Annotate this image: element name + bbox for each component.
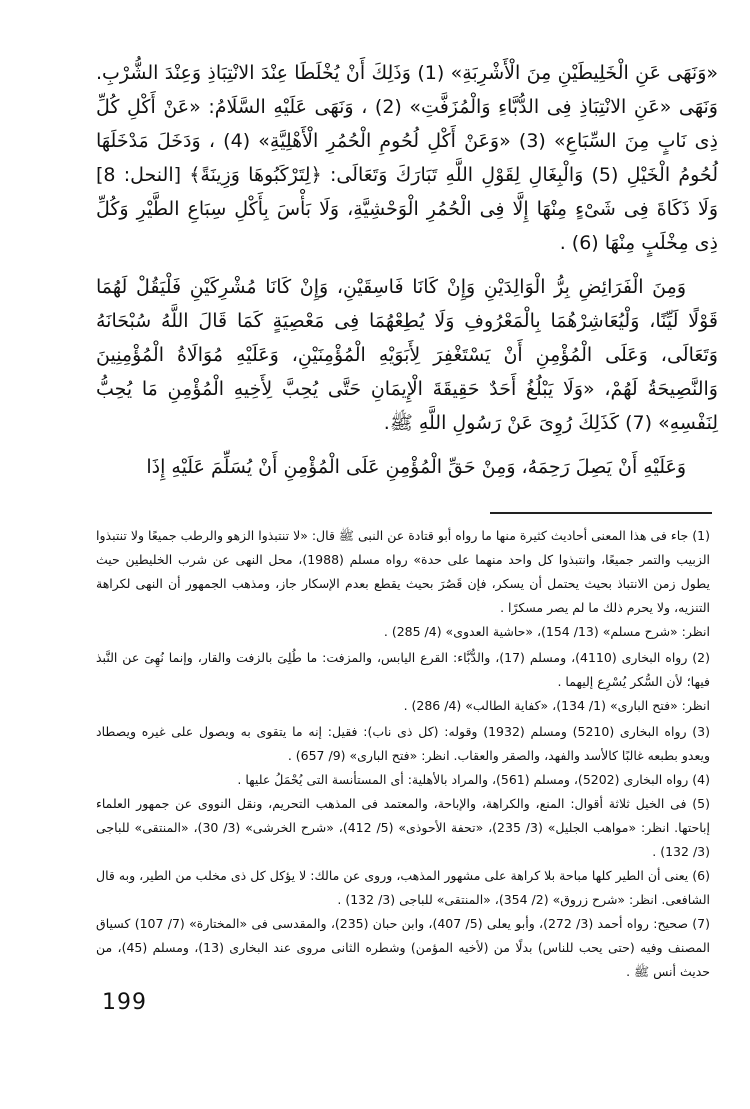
footnote-7: (7) صحيح: رواه أحمد (3/ 272)، وأبو يعلى (5/ 407)، وابن حبان (235)، والمقدسى فى «المختارة» (7/ 107) كسياق المصنف وفيه (حتى يحب للناس) بدلًا من (لأخيه المؤمن) وشطره الثانى مروى عند البخارى (13)، ومسلم (45)، من حديث أنس ﷺ . — [96, 916, 711, 979]
main-paragraph-3: وَعَلَيْهِ أَنْ يَصِلَ رَحِمَهُ، وَمِنْ حَقِّ الْمُؤْمِنِ عَلَى الْمُؤْمِنِ أَنْ يُسَلِّمَ عَلَيْهِ إِذَا — [146, 456, 686, 478]
footnotes — [96, 524, 710, 984]
footnote-4: (4) رواه البخارى (5202)، ومسلم (561)، والمراد بالأهلية: أى المستأنسة التى يُحْمَلُ عليها . — [237, 772, 710, 787]
page-number: 199 — [102, 990, 147, 1015]
footnote-2-source: انظر: «فتح البارى» (1/ 134)، «كفاية الطالب» (4/ 286) . — [403, 698, 710, 713]
footnote-1-source: انظر: «شرح مسلم» (13/ 154)، «حاشية العدوى» (4/ 285) . — [383, 624, 710, 639]
footnote-1: (1) جاء فى هذا المعنى أحاديث كثيرة منها ما رواه أبو قتادة عن النبى ﷺ قال: «لا تنتبذوا الزهو والرطب جميعًا ولا تنتبذوا الزبيب والتمر جميعًا، وانتبذوا كل واحد منهما على حدة» رواه مسلم (1988)، محل النهى عن شرب الخليطين حيث يطول زمن الانتباذ بحيث يحتمل أن يسكر، فإن قَصُرَ بحيث يقطع بعدم الإسكار جاز، ومذهب الجمهور أن النهى لكراهة التنزيه، ولا يحرم ذلك ما لم يصر مسكرًا . — [96, 528, 710, 615]
footnote-6: (6) يعنى أن الطير كلها مباحة بلا كراهة على مشهور المذهب، وروى عن مالك: لا يؤكل كل ذى مخلب من الطير، وبه قال الشافعى. انظر: «شرح زروق» (2/ 354)، «المنتقى» للباجى (3/ 132) . — [96, 868, 710, 907]
footnote-5: (5) فى الخيل ثلاثة أقوال: المنع، والكراهة، والإباحة، والمعتمد فى المذهب التحريم، ونقل النووى عن جمهور العلماء إباحتها. انظر: «مواهب الجليل» (3/ 235)، «تحفة الأحوذى» (5/ 412)، «شرح الخرشى» (3/ 30)، «المنتقى» للباجى (3/ 132) . — [96, 796, 710, 859]
main-text — [96, 56, 718, 494]
footnote-separator — [490, 512, 712, 514]
main-paragraph-1: «وَنَهَى عَنِ الْخَلِيطَيْنِ مِنَ الْأَشْرِبَةِ» (1) وَذَلِكَ أَنْ يُخْلَطَا عِنْدَ الانْتِبَاذِ وَعِنْدَ الشُّرْبِ. وَنَهَى «عَنِ الانْتِبَاذِ فِى الدُّبَّاءِ وَالْمُزَفَّتِ» (2) ، وَنَهَى عَلَيْهِ السَّلَامُ: «عَنْ أَكْلِ كُلِّ ذِى نَابٍ مِنَ السِّبَاعِ» (3) «وَعَنْ أَكْلِ لُحُومِ الْحُمُرِ الْأَهْلِيَّةِ» (4) ، وَدَخَلَ مَدْخَلَهَا لُحُومُ الْخَيْلِ (5) وَالْبِغَالِ لِقَوْلِ اللَّهِ تَبَارَكَ وَتَعَالَى: ﴿لِتَرْكَبُوهَا وَزِينَةً﴾ [النحل: 8] وَلَا ذَكَاةَ فِى شَىْءٍ مِنْهَا إِلَّا فِى الْحُمُرِ الْوَحْشِيَّةِ، وَلَا بَأْسَ بِأَكْلِ سِبَاعِ الطَّيْرِ وَكُلِّ ذِى مِخْلَبٍ مِنْهَا (6) . — [96, 62, 718, 254]
footnote-3: (3) رواه البخارى (5210) ومسلم (1932) وقوله: (كل ذى ناب): فقيل: إنه ما يتقوى به ويصول على غيره ويصطاد ويعدو بطبعه غالبًا كالأسد والفهد، والصقر والعقاب. انظر: «فتح البارى» (9/ 657) . — [96, 724, 710, 763]
main-paragraph-2: وَمِنَ الْفَرَائِضِ بِرُّ الْوَالِدَيْنِ وَإِنْ كَانَا فَاسِقَيْنِ، وَإِنْ كَانَا مُشْرِكَيْنِ فَلْيَقُلْ لَهُمَا قَوْلًا لَيِّنًا، وَلْيُعَاشِرْهُمَا بِالْمَعْرُوفِ وَلَا يُطِعْهُمَا فِى مَعْصِيَةٍ كَمَا قَالَ اللَّهُ سُبْحَانَهُ وَتَعَالَى، وَعَلَى الْمُؤْمِنِ أَنْ يَسْتَغْفِرَ لِأَبَوَيْهِ الْمُؤْمِنَيْنِ، وَعَلَيْهِ مُوَالَاةُ الْمُؤْمِنِينَ وَالنَّصِيحَةُ لَهُمْ، «وَلَا يَبْلُغُ أَحَدٌ حَقِيقَةَ الْإِيمَانِ حَتَّى يُحِبَّ لِأَخِيهِ الْمُؤْمِنِ مَا يُحِبُّ لِنَفْسِهِ» (7) كَذَلِكَ رُوِىَ عَنْ رَسُولِ اللَّهِ ﷺ. — [96, 276, 718, 434]
footnote-2: (2) رواه البخارى (4110)، ومسلم (17)، والدُّبَّاء: القرع اليابس، والمزفت: ما طُلِىَ بالزفت والقار، وإنما نُهِىَ عن النَّبذ فيها؛ لأن السُّكر يُسْرِع إليهما . — [96, 650, 710, 689]
